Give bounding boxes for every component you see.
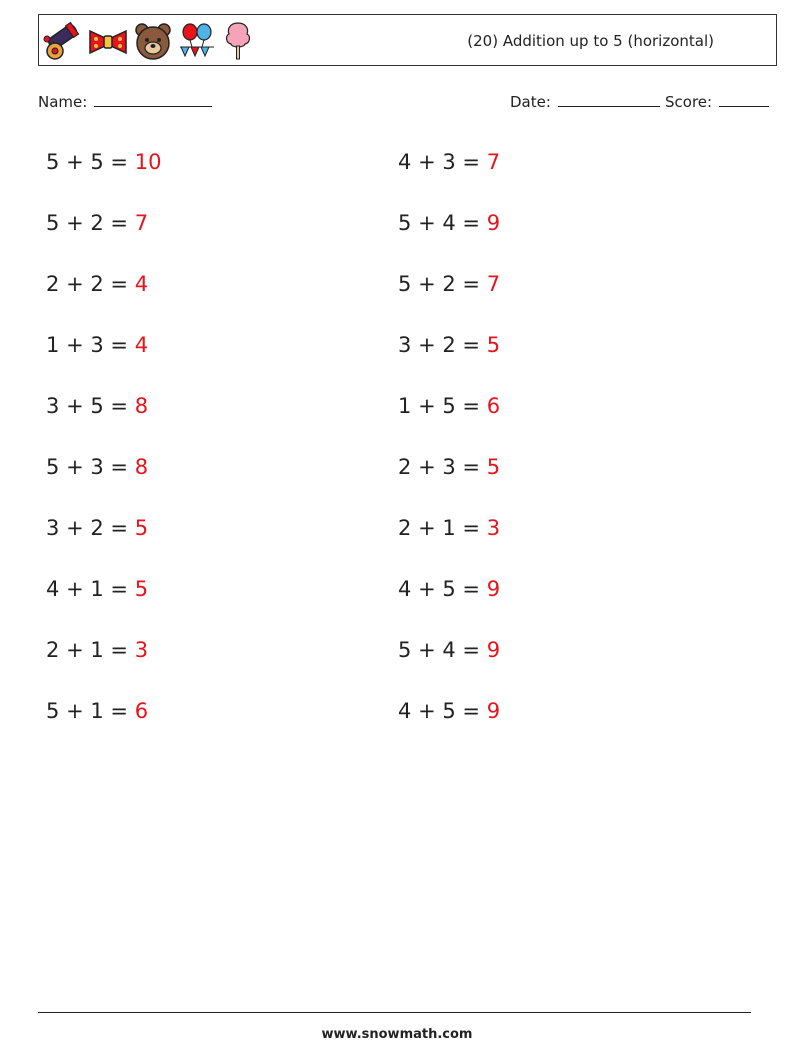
- operand-a: 3: [46, 394, 60, 418]
- equals-sign: =: [110, 272, 129, 296]
- equals-sign: =: [110, 211, 129, 235]
- operand-b: 5: [442, 577, 456, 601]
- answer: 5: [134, 516, 149, 540]
- problem-row: [46, 620, 161, 681]
- plus-sign: +: [418, 211, 436, 235]
- cannon-icon: [43, 21, 83, 61]
- operand-a: 4: [398, 699, 412, 723]
- name-field: [38, 92, 212, 111]
- problem-row: [398, 681, 500, 742]
- problem-row: [46, 498, 161, 559]
- equals-sign: =: [462, 638, 481, 662]
- problems-left-column: [46, 132, 161, 742]
- problem-row: [46, 559, 161, 620]
- operand-a: 1: [398, 394, 412, 418]
- operand-b: 4: [442, 211, 456, 235]
- problem-row: [398, 254, 500, 315]
- operand-b: 2: [90, 272, 104, 296]
- answer: 7: [486, 272, 501, 296]
- operand-b: 1: [90, 577, 104, 601]
- equals-sign: =: [110, 150, 129, 174]
- answer: 5: [486, 333, 501, 357]
- answer: 9: [486, 638, 501, 662]
- plus-sign: +: [66, 211, 84, 235]
- problem-row: [398, 620, 500, 681]
- answer: 3: [134, 638, 149, 662]
- answer: 4: [134, 333, 149, 357]
- footer-website: www.snowmath.com: [321, 1027, 473, 1042]
- problems-right-column: [398, 132, 500, 742]
- equals-sign: =: [110, 455, 129, 479]
- problem-row: [46, 193, 161, 254]
- plus-sign: +: [66, 272, 84, 296]
- operand-a: 4: [398, 150, 412, 174]
- answer: 5: [134, 577, 149, 601]
- plus-sign: +: [66, 150, 84, 174]
- answer: 4: [134, 272, 149, 296]
- equals-sign: =: [462, 333, 481, 357]
- answer: 7: [134, 211, 149, 235]
- problem-row: [398, 498, 500, 559]
- answer: 6: [134, 699, 149, 723]
- date-field: [510, 92, 660, 111]
- plus-sign: +: [418, 150, 436, 174]
- operand-a: 2: [398, 516, 412, 540]
- answer: 8: [134, 455, 149, 479]
- worksheet-header: [38, 14, 777, 66]
- operand-a: 5: [46, 455, 60, 479]
- header-icons: [43, 20, 255, 62]
- answer: 3: [486, 516, 501, 540]
- operand-a: 3: [398, 333, 412, 357]
- plus-sign: +: [418, 333, 436, 357]
- equals-sign: =: [110, 577, 129, 601]
- operand-a: 2: [46, 638, 60, 662]
- operand-b: 3: [442, 150, 456, 174]
- operand-a: 2: [46, 272, 60, 296]
- operand-a: 2: [398, 455, 412, 479]
- answer: 8: [134, 394, 149, 418]
- operand-a: 4: [398, 577, 412, 601]
- operand-b: 4: [442, 638, 456, 662]
- operand-b: 1: [90, 638, 104, 662]
- equals-sign: =: [462, 394, 481, 418]
- equals-sign: =: [462, 577, 481, 601]
- bow-tie-icon: [87, 21, 129, 61]
- operand-b: 2: [442, 333, 456, 357]
- cotton-candy-icon: [221, 21, 255, 61]
- answer: 9: [486, 577, 501, 601]
- problem-row: [398, 559, 500, 620]
- footer-divider: [38, 1012, 751, 1013]
- answer: 5: [486, 455, 501, 479]
- equals-sign: =: [462, 272, 481, 296]
- problem-row: [46, 132, 161, 193]
- plus-sign: +: [418, 455, 436, 479]
- operand-b: 2: [442, 272, 456, 296]
- operand-b: 2: [90, 211, 104, 235]
- problem-row: [398, 315, 500, 376]
- problem-row: [398, 437, 500, 498]
- operand-a: 5: [398, 272, 412, 296]
- date-label: Date:: [510, 93, 551, 111]
- problem-row: [398, 132, 500, 193]
- plus-sign: +: [66, 394, 84, 418]
- problem-row: [46, 315, 161, 376]
- operand-a: 1: [46, 333, 60, 357]
- operand-b: 5: [90, 394, 104, 418]
- operand-a: 5: [398, 638, 412, 662]
- problem-row: [46, 254, 161, 315]
- operand-b: 1: [90, 699, 104, 723]
- equals-sign: =: [110, 333, 129, 357]
- answer: 9: [486, 211, 501, 235]
- answer: 10: [134, 150, 162, 174]
- equals-sign: =: [462, 516, 481, 540]
- score-field: [665, 92, 769, 111]
- score-label: Score:: [665, 93, 713, 111]
- answer: 7: [486, 150, 501, 174]
- name-blank-line: [94, 92, 212, 107]
- plus-sign: +: [418, 272, 436, 296]
- operand-a: 5: [46, 211, 60, 235]
- score-blank-line: [719, 92, 769, 107]
- operand-b: 3: [90, 455, 104, 479]
- equals-sign: =: [110, 699, 129, 723]
- operand-b: 5: [442, 699, 456, 723]
- problem-row: [46, 376, 161, 437]
- answer: 9: [486, 699, 501, 723]
- answer: 6: [486, 394, 501, 418]
- problem-row: [46, 681, 161, 742]
- problem-row: [398, 193, 500, 254]
- operand-a: 3: [46, 516, 60, 540]
- plus-sign: +: [418, 516, 436, 540]
- plus-sign: +: [66, 577, 84, 601]
- plus-sign: +: [66, 699, 84, 723]
- plus-sign: +: [66, 516, 84, 540]
- plus-sign: +: [418, 577, 436, 601]
- operand-b: 2: [90, 516, 104, 540]
- equals-sign: =: [110, 394, 129, 418]
- operand-b: 5: [90, 150, 104, 174]
- plus-sign: +: [66, 333, 84, 357]
- problem-row: [398, 376, 500, 437]
- problem-row: [46, 437, 161, 498]
- balloons-bunting-icon: [177, 21, 217, 61]
- equals-sign: =: [110, 516, 129, 540]
- operand-b: 3: [90, 333, 104, 357]
- equals-sign: =: [462, 211, 481, 235]
- name-label: Name:: [38, 93, 88, 111]
- operand-a: 5: [398, 211, 412, 235]
- equals-sign: =: [462, 699, 481, 723]
- equals-sign: =: [462, 455, 481, 479]
- plus-sign: +: [66, 455, 84, 479]
- bear-face-icon: [133, 21, 173, 61]
- operand-a: 4: [46, 577, 60, 601]
- plus-sign: +: [418, 638, 436, 662]
- plus-sign: +: [418, 699, 436, 723]
- operand-a: 5: [46, 150, 60, 174]
- plus-sign: +: [418, 394, 436, 418]
- operand-a: 5: [46, 699, 60, 723]
- plus-sign: +: [66, 638, 84, 662]
- equals-sign: =: [110, 638, 129, 662]
- worksheet-title: (20) Addition up to 5 (horizontal): [467, 32, 714, 50]
- equals-sign: =: [462, 150, 481, 174]
- operand-b: 1: [442, 516, 456, 540]
- operand-b: 5: [442, 394, 456, 418]
- date-blank-line: [558, 92, 660, 107]
- operand-b: 3: [442, 455, 456, 479]
